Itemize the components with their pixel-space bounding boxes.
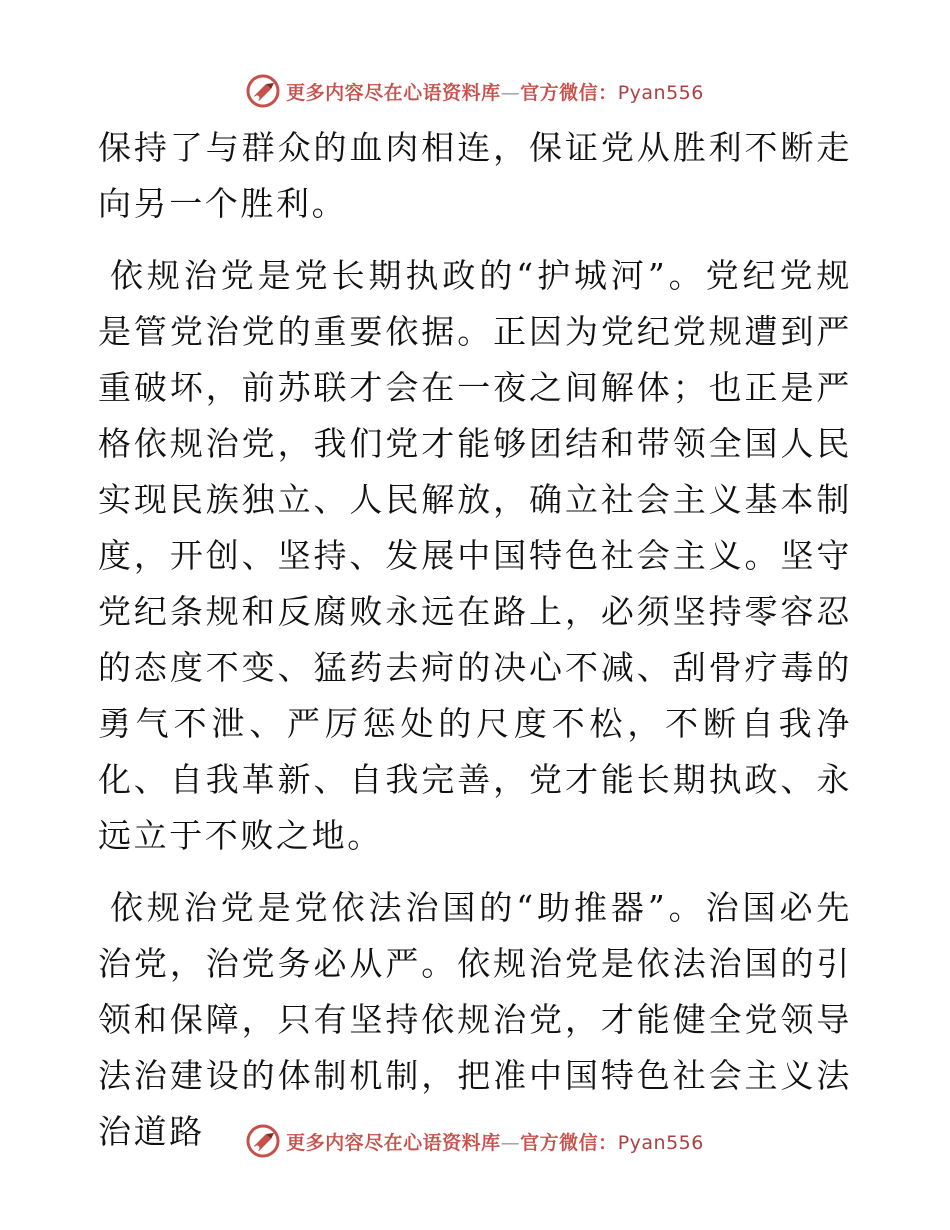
document-body [98, 120, 852, 1160]
paragraph: 依规治党是党依法治国的“助推器”。治国必先治党，治党务必从严。依规治党是依法治国的引领和保障，只有坚持依规治党，才能健全党领导法治建设的体制机制，把准中国特色社会主义法治道路 [98, 888, 852, 1151]
header-banner [0, 71, 950, 111]
banner-wechat-label: 官方微信： [520, 81, 618, 104]
document-ribbon-logo-icon [246, 1124, 280, 1158]
footer-banner [0, 1121, 950, 1161]
banner-separator: — [500, 81, 521, 104]
banner-text [286, 1128, 704, 1155]
banner-wechat-id: Pyan556 [617, 1131, 704, 1154]
banner-site-text: 更多内容尽在心语资料库 [286, 1131, 501, 1154]
banner-text [286, 78, 704, 105]
document-ribbon-logo-icon [246, 74, 280, 108]
paragraph: 保持了与群众的血肉相连，保证党从胜利不断走向另一个胜利。 [98, 128, 852, 223]
banner-site-text: 更多内容尽在心语资料库 [286, 81, 501, 104]
banner-separator: — [500, 1131, 521, 1154]
banner-wechat-label: 官方微信： [520, 1131, 618, 1154]
banner-wechat-id: Pyan556 [617, 81, 704, 104]
paragraph: 依规治党是党长期执政的“护城河”。党纪党规是管党治党的重要依据。正因为党纪党规遭到严重破坏，前苏联才会在一夜之间解体；也正是严格依规治党，我们党才能够团结和带领全国人民实现民族独立、人民解放，确立社会主义基本制度，开创、坚持、发展中国特色社会主义。坚守党纪条规和反腐败永远在路上，必须坚持零容忍的态度不变、猛药去疴的决心不减、刮骨疗毒的勇气不泄、严厉惩处的尺度不松，不断自我净化、自我革新、自我完善，党才能长期执政、永远立于不败之地。 [98, 256, 852, 855]
